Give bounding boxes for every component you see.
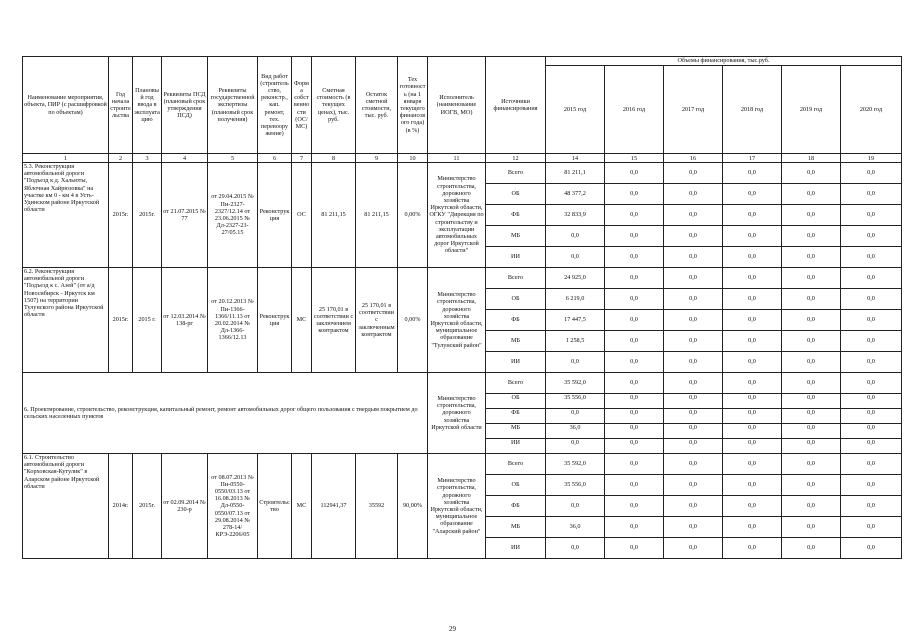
value-cell: 0,0: [723, 163, 782, 184]
source-label: МБ: [486, 517, 546, 538]
value-cell: 0,0: [841, 310, 902, 331]
header-expertise: Реквизиты государственной экспертизы (плановый срок получения): [208, 57, 258, 154]
header-year: 2020 год: [841, 66, 902, 154]
value-cell: 0,0: [605, 496, 664, 517]
value-cell: 36,0: [546, 424, 605, 439]
column-number: 5: [208, 154, 258, 163]
value-cell: 0,0: [605, 454, 664, 475]
value-cell: 0,0: [605, 409, 664, 424]
executor: Министерство строительства, дорожного хозяйства Иркутской области: [428, 373, 486, 454]
table-row: [23, 268, 902, 289]
value-cell: 0,0: [723, 475, 782, 496]
value-cell: 0,0: [664, 268, 723, 289]
value-cell: 0,0: [605, 184, 664, 205]
column-number: 14: [546, 154, 605, 163]
value-cell: 0,0: [723, 373, 782, 394]
source-label: ИИ: [486, 439, 546, 454]
value-cell: 36,0: [546, 517, 605, 538]
header-start-year: Год начала строительства: [109, 57, 133, 154]
value-cell: 1 258,5: [546, 331, 605, 352]
ownership: МС: [292, 268, 312, 373]
executor: Министерство строительства, дорожного хозяйства Иркутской области, ОГКУ "Дирекция по строительству и эксплуатации автомобильных дорог Иркутской области": [428, 163, 486, 268]
remaining-cost: 81 211,15: [356, 163, 398, 268]
column-number: 10: [398, 154, 428, 163]
value-cell: 32 833,9: [546, 205, 605, 226]
remaining-cost: 25 170,01 в соответствии с заключенным контрактом: [356, 268, 398, 373]
value-cell: 0,0: [841, 475, 902, 496]
value-cell: 0,0: [546, 409, 605, 424]
psd-details: от 12.03.2014 № 138-рг: [162, 268, 208, 373]
start-year: 2015г.: [109, 268, 133, 373]
value-cell: 0,0: [664, 247, 723, 268]
work-type: Строительство: [258, 454, 292, 559]
header-estimated-cost: Сметная стоимость (в текущих ценах), тыс. руб.: [312, 57, 356, 154]
value-cell: 0,0: [723, 352, 782, 373]
header-volume: Объемы финансирования, тыс.руб.: [546, 57, 902, 66]
value-cell: 0,0: [664, 184, 723, 205]
column-number-row: [23, 154, 902, 163]
column-number: 11: [428, 154, 486, 163]
value-cell: 24 925,0: [546, 268, 605, 289]
work-type: Реконструкция: [258, 268, 292, 373]
value-cell: 0,0: [605, 538, 664, 559]
value-cell: 0,0: [782, 247, 841, 268]
start-year: 2015г.: [109, 163, 133, 268]
value-cell: 0,0: [782, 394, 841, 409]
column-number: 7: [292, 154, 312, 163]
header-name: Наименование мероприятия, объекта, ПИР (с расшифровкой по объектам): [23, 57, 109, 154]
value-cell: 0,0: [841, 373, 902, 394]
source-label: МБ: [486, 226, 546, 247]
section-row: [23, 373, 902, 394]
value-cell: 35 592,0: [546, 373, 605, 394]
column-number: 3: [133, 154, 162, 163]
financing-table-sheet: [22, 56, 883, 559]
value-cell: 0,0: [723, 424, 782, 439]
section-title: 6. Проектирование, строительство, реконструкция, капитальный ремонт, ремонт автомобильных дорог общего пользования с твердым покрытием до сельских населенных пунктов: [23, 373, 428, 454]
source-label: Всего: [486, 454, 546, 475]
source-label: ФБ: [486, 310, 546, 331]
executor: Министерство строительства, дорожного хозяйства Иркутской области, муниципальное образование "Тулунский район": [428, 268, 486, 373]
value-cell: 0,0: [605, 247, 664, 268]
executor: Министерство строительства, дорожного хозяйства Иркутской области, муниципальное образование "Аларский район": [428, 454, 486, 559]
value-cell: 0,0: [664, 331, 723, 352]
source-label: ИИ: [486, 538, 546, 559]
header-remaining-cost: Остаток сметной стоимости, тыс. руб.: [356, 57, 398, 154]
source-label: Всего: [486, 163, 546, 184]
column-number: 16: [664, 154, 723, 163]
value-cell: 0,0: [664, 310, 723, 331]
readiness: 0,00%: [398, 163, 428, 268]
value-cell: 35 556,0: [546, 394, 605, 409]
value-cell: 0,0: [841, 394, 902, 409]
value-cell: 0,0: [605, 475, 664, 496]
value-cell: 0,0: [723, 538, 782, 559]
value-cell: 0,0: [664, 394, 723, 409]
column-number: 18: [782, 154, 841, 163]
header-year: 2017 год: [664, 66, 723, 154]
value-cell: 35 592,0: [546, 454, 605, 475]
value-cell: 0,0: [605, 373, 664, 394]
value-cell: 0,0: [664, 205, 723, 226]
source-label: ОБ: [486, 394, 546, 409]
object-name: 5.3. Реконструкция автомобильной дороги "Подъезд к д. Хальюты, Яблочная Хайрюзовка" на участке км 0 - км 4 в Усть-Удинском районе Иркутской области: [23, 163, 109, 268]
value-cell: 0,0: [782, 226, 841, 247]
value-cell: 0,0: [723, 184, 782, 205]
value-cell: 0,0: [841, 352, 902, 373]
value-cell: 0,0: [782, 310, 841, 331]
header-work-type: Вид работ (строительство, реконстр., кап. ремонт, тех. перевооружение): [258, 57, 292, 154]
value-cell: 0,0: [605, 517, 664, 538]
value-cell: 0,0: [664, 373, 723, 394]
value-cell: 0,0: [664, 475, 723, 496]
value-cell: 0,0: [605, 331, 664, 352]
value-cell: 0,0: [546, 226, 605, 247]
value-cell: 0,0: [664, 454, 723, 475]
value-cell: 0,0: [723, 226, 782, 247]
source-label: ОБ: [486, 184, 546, 205]
object-name: 6.1. Строительство автомобильной дороги "Корховская-Кутулик" в Аларском районе Иркутской области: [23, 454, 109, 559]
value-cell: 0,0: [546, 496, 605, 517]
value-cell: 0,0: [782, 517, 841, 538]
value-cell: 0,0: [605, 268, 664, 289]
value-cell: 0,0: [546, 538, 605, 559]
value-cell: 0,0: [546, 247, 605, 268]
header-year: 2015 год: [546, 66, 605, 154]
psd-details: от 02.09.2014 № 230-р: [162, 454, 208, 559]
header-sources: Источники финансирования: [486, 57, 546, 154]
ownership: МС: [292, 454, 312, 559]
value-cell: 0,0: [723, 454, 782, 475]
header-psd: Реквизиты ПСД (плановый срок утверждения ПСД): [162, 57, 208, 154]
header-year: 2019 год: [782, 66, 841, 154]
value-cell: 0,0: [782, 184, 841, 205]
value-cell: 0,0: [605, 163, 664, 184]
column-number: 17: [723, 154, 782, 163]
value-cell: 0,0: [605, 439, 664, 454]
source-label: ФБ: [486, 409, 546, 424]
value-cell: 81 211,1: [546, 163, 605, 184]
value-cell: 0,0: [841, 439, 902, 454]
value-cell: 0,0: [605, 424, 664, 439]
value-cell: 0,0: [782, 373, 841, 394]
ownership: ОС: [292, 163, 312, 268]
value-cell: 0,0: [723, 439, 782, 454]
value-cell: 0,0: [782, 331, 841, 352]
source-label: ИИ: [486, 352, 546, 373]
value-cell: 0,0: [782, 424, 841, 439]
header-year: 2016 год: [605, 66, 664, 154]
header-ownership: Форма собственности (ОС/МС): [292, 57, 312, 154]
column-number: 12: [486, 154, 546, 163]
value-cell: 0,0: [664, 163, 723, 184]
value-cell: 0,0: [664, 517, 723, 538]
expertise-details: от 08.07.2013 № Пи-0550-0550/03.13 от 16.08.2013 № Дл-0550-0550/07.13 от 29.08.2014 № 278-14/КРЭ-2206/05: [208, 454, 258, 559]
column-number: 6: [258, 154, 292, 163]
value-cell: 0,0: [664, 409, 723, 424]
header-plan-year: Плановый год ввода в эксплуатацию: [133, 57, 162, 154]
plan-year: 2015г.: [133, 163, 162, 268]
source-label: ОБ: [486, 475, 546, 496]
value-cell: 0,0: [782, 205, 841, 226]
value-cell: 0,0: [605, 352, 664, 373]
source-label: МБ: [486, 424, 546, 439]
source-label: ИИ: [486, 247, 546, 268]
value-cell: 0,0: [546, 439, 605, 454]
table-row: [23, 163, 902, 184]
value-cell: 0,0: [723, 205, 782, 226]
value-cell: 0,0: [841, 289, 902, 310]
value-cell: 48 377,2: [546, 184, 605, 205]
value-cell: 17 447,5: [546, 310, 605, 331]
value-cell: 0,0: [664, 496, 723, 517]
value-cell: 0,0: [664, 352, 723, 373]
value-cell: 0,0: [841, 184, 902, 205]
value-cell: 0,0: [664, 226, 723, 247]
expertise-details: от 29.04.2015 № Пи-2327-2327/12.14 от 23.06.2015 № Дл-2327-23-27/05.15: [208, 163, 258, 268]
work-type: Реконструкция: [258, 163, 292, 268]
value-cell: 0,0: [664, 289, 723, 310]
plan-year: 2015г.: [133, 454, 162, 559]
value-cell: 0,0: [782, 352, 841, 373]
value-cell: 0,0: [723, 268, 782, 289]
value-cell: 0,0: [723, 517, 782, 538]
table-row: [23, 454, 902, 475]
value-cell: 0,0: [782, 409, 841, 424]
page-number: 29: [449, 625, 456, 633]
value-cell: 0,0: [664, 538, 723, 559]
psd-details: от 21.07.2015 № 77: [162, 163, 208, 268]
value-cell: 0,0: [723, 247, 782, 268]
estimated-cost: 81 211,15: [312, 163, 356, 268]
value-cell: 0,0: [841, 496, 902, 517]
column-number: 8: [312, 154, 356, 163]
value-cell: 0,0: [546, 352, 605, 373]
value-cell: 0,0: [841, 226, 902, 247]
value-cell: 0,0: [841, 331, 902, 352]
value-cell: 0,0: [664, 439, 723, 454]
value-cell: 0,0: [605, 289, 664, 310]
value-cell: 0,0: [841, 517, 902, 538]
header-year: 2018 год: [723, 66, 782, 154]
header-executor: Исполнитель (наименование ИОГВ, МО): [428, 57, 486, 154]
estimated-cost: 112941,37: [312, 454, 356, 559]
value-cell: 0,0: [841, 163, 902, 184]
header-readiness: Тех готовность (на 1 января текущего финансового года) (в %): [398, 57, 428, 154]
readiness: 0,00%: [398, 268, 428, 373]
value-cell: 6 219,0: [546, 289, 605, 310]
value-cell: 0,0: [841, 205, 902, 226]
value-cell: 0,0: [605, 394, 664, 409]
estimated-cost: 25 170,01 в соответствии с заключением контрактом: [312, 268, 356, 373]
value-cell: 0,0: [723, 394, 782, 409]
value-cell: 0,0: [605, 310, 664, 331]
value-cell: 0,0: [723, 331, 782, 352]
value-cell: 0,0: [664, 424, 723, 439]
column-number: 2: [109, 154, 133, 163]
value-cell: 0,0: [841, 424, 902, 439]
value-cell: 0,0: [723, 289, 782, 310]
value-cell: 0,0: [782, 268, 841, 289]
source-label: Всего: [486, 373, 546, 394]
column-number: 4: [162, 154, 208, 163]
value-cell: 0,0: [841, 268, 902, 289]
source-label: Всего: [486, 268, 546, 289]
source-label: ФБ: [486, 205, 546, 226]
value-cell: 0,0: [782, 475, 841, 496]
source-label: МБ: [486, 331, 546, 352]
value-cell: 0,0: [605, 205, 664, 226]
value-cell: 0,0: [782, 439, 841, 454]
financing-table: [22, 56, 902, 559]
source-label: ОБ: [486, 289, 546, 310]
readiness: 90,00%: [398, 454, 428, 559]
value-cell: 0,0: [782, 496, 841, 517]
expertise-details: от 20.12.2013 № Пи-1366-1366/11.13 от 20.02.2014 № Дл-1366-1366/12.13: [208, 268, 258, 373]
value-cell: 0,0: [782, 289, 841, 310]
value-cell: 0,0: [841, 409, 902, 424]
column-number: 19: [841, 154, 902, 163]
object-name: 6.2. Реконструкция автомобильной дороги "Подъезд к с. Азей" (от а/д Новосибирск - Иркутск км 1507) на территории Тулунского района Иркутской области: [23, 268, 109, 373]
value-cell: 0,0: [605, 226, 664, 247]
value-cell: 0,0: [782, 538, 841, 559]
value-cell: 35 556,0: [546, 475, 605, 496]
column-number: 9: [356, 154, 398, 163]
column-number: 1: [23, 154, 109, 163]
remaining-cost: 35592: [356, 454, 398, 559]
value-cell: 0,0: [723, 409, 782, 424]
value-cell: 0,0: [782, 163, 841, 184]
value-cell: 0,0: [723, 310, 782, 331]
value-cell: 0,0: [841, 454, 902, 475]
column-number: 15: [605, 154, 664, 163]
plan-year: 2015 г.: [133, 268, 162, 373]
source-label: ФБ: [486, 496, 546, 517]
start-year: 2014г.: [109, 454, 133, 559]
value-cell: 0,0: [723, 496, 782, 517]
value-cell: 0,0: [782, 454, 841, 475]
value-cell: 0,0: [841, 247, 902, 268]
value-cell: 0,0: [841, 538, 902, 559]
